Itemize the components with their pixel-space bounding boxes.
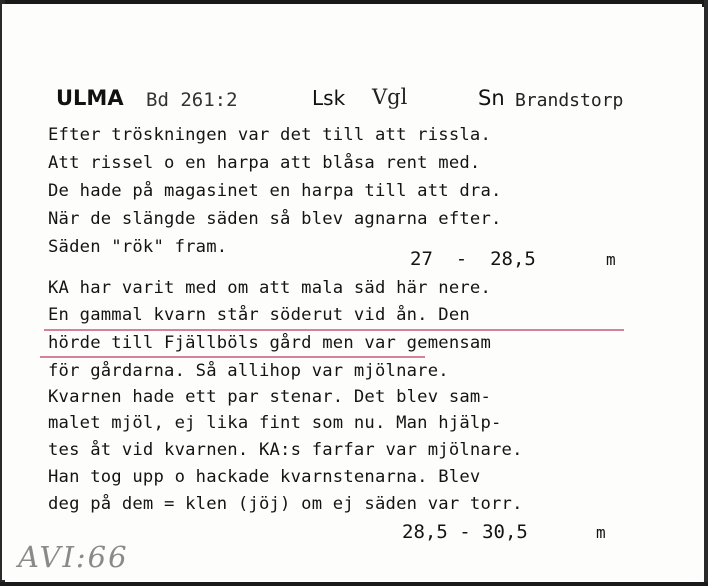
province-value: Vgl (372, 85, 408, 109)
handwritten-note: AVI:66 (18, 540, 129, 574)
reference-number: Bd 261:2 (146, 89, 238, 111)
body-line: för gårdarna. Så allihop var mjölnare. (48, 361, 449, 381)
body-line: Säden "rök" fram. (48, 237, 228, 257)
measure-range: 28,5 - 30,5 (402, 521, 528, 543)
body-line: Efter tröskningen var det till att rissla. (48, 125, 492, 145)
card-border-bottom (0, 582, 708, 586)
body-line: Att rissel o en harpa att blåsa rent med. (48, 153, 481, 173)
body-line: En gammal kvarn står söderut vid ån. Den (48, 305, 470, 325)
card-border-right (704, 0, 708, 586)
body-line: malet mjöl, ej lika fint som nu. Man hjälp- (48, 413, 502, 433)
body-line: KA har varit med om att mala säd här nere. (48, 278, 492, 298)
body-line: Kvarnen hade ett par stenar. Det blev sam- (48, 387, 492, 407)
measure-unit: m (606, 250, 616, 269)
body-line: tes åt vid kvarnen. KA:s farfar var mjölnare. (48, 440, 523, 460)
highlight-underline (44, 329, 624, 331)
archive-code: ULMA (56, 86, 124, 110)
body-line: Han tog upp o hackade kvarnstenarna. Blev (48, 467, 481, 487)
body-line: När de slängde säden så blev agnarna efter. (48, 209, 502, 229)
parish-value: Brandstorp (515, 90, 624, 111)
measure-unit: m (596, 523, 606, 542)
highlight-underline (40, 356, 425, 358)
body-line: hörde till Fjällböls gård men var gemensam (48, 333, 492, 353)
province-label: Lsk (312, 86, 346, 110)
measure-range: 27 - 28,5 (410, 248, 536, 270)
parish-label: Sn (478, 86, 505, 110)
body-line: De hade på magasinet en harpa till att dra. (48, 181, 502, 201)
body-line: deg på dem = klen (jöj) om ej säden var torr. (48, 494, 523, 514)
